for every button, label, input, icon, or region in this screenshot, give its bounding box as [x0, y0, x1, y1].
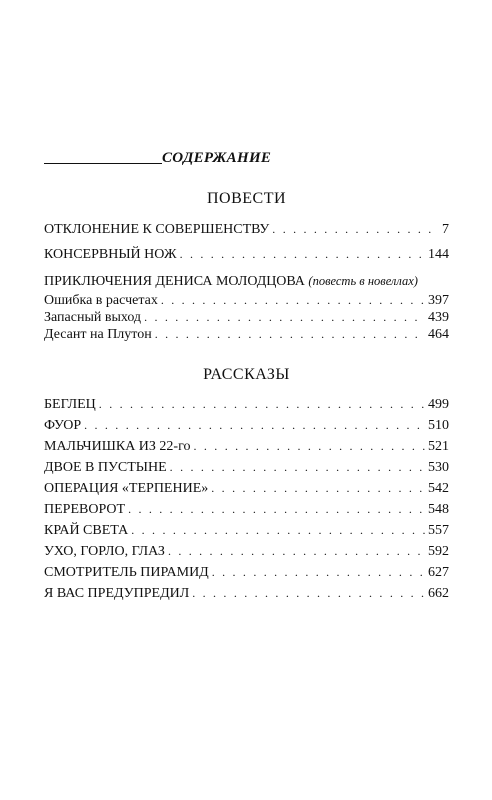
toc-entry[interactable]: [44, 481, 449, 499]
dot-leader: [155, 327, 425, 342]
toc-entry-title: Я ВАС ПРЕДУПРЕДИЛ: [44, 586, 190, 601]
toc-entry[interactable]: [44, 397, 449, 415]
toc-entry-title: УХО, ГОРЛО, ГЛАЗ: [44, 544, 165, 559]
toc-entry-title: Десант на Плутон: [44, 327, 152, 342]
dot-leader: [144, 310, 425, 325]
toc-entry-page: 542: [428, 481, 449, 496]
dot-leader: [99, 397, 425, 412]
toc-entry[interactable]: [44, 460, 449, 478]
dot-leader: [192, 586, 425, 601]
toc-entry-title: СМОТРИТЕЛЬ ПИРАМИД: [44, 565, 209, 580]
dot-leader: [180, 247, 425, 262]
dot-leader: [161, 293, 425, 308]
toc-entry-title: ДВОЕ В ПУСТЫНЕ: [44, 460, 167, 475]
contents-header: [44, 150, 449, 167]
toc-entry-title: БЕГЛЕЦ: [44, 397, 96, 412]
dot-leader: [84, 418, 425, 433]
denis-group-title[interactable]: [44, 274, 449, 290]
toc-entry-page: 557: [428, 523, 449, 538]
toc-entry[interactable]: [44, 565, 449, 583]
dot-leader: [131, 523, 425, 538]
toc-entry-title: ОПЕРАЦИЯ «ТЕРПЕНИЕ»: [44, 481, 209, 496]
toc-entry-page: 592: [428, 544, 449, 559]
contents-title: СОДЕРЖАНИЕ: [162, 150, 272, 166]
dot-leader: [212, 565, 425, 580]
toc-entry-title: МАЛЬЧИШКА ИЗ 22-го: [44, 439, 191, 454]
toc-entry[interactable]: [44, 586, 449, 604]
dot-leader: [194, 439, 426, 454]
dot-leader: [170, 460, 425, 475]
toc-entry-page: 7: [442, 222, 449, 237]
toc-entry[interactable]: [44, 523, 449, 541]
novellas-heading: ПОВЕСТИ: [206, 190, 287, 207]
stories-heading: РАССКАЗЫ: [203, 366, 290, 383]
toc-entry-page: 530: [428, 460, 449, 475]
toc-entry-title: Запасный выход: [44, 310, 142, 325]
denis-group-note: (повесть в новеллах): [308, 274, 418, 288]
toc-entry-page: 662: [428, 586, 449, 601]
dot-leader: [272, 222, 439, 237]
toc-entry[interactable]: [44, 502, 449, 520]
toc-entry[interactable]: [44, 293, 449, 311]
toc-entry-title: Ошибка в расчетах: [44, 293, 158, 308]
toc-entry[interactable]: [44, 544, 449, 562]
toc-entry-page: 499: [428, 397, 449, 412]
toc-entry-page: 510: [428, 418, 449, 433]
toc-entry[interactable]: [44, 310, 449, 328]
dot-leader: [168, 544, 425, 559]
toc-entry[interactable]: [44, 222, 449, 240]
toc-entry[interactable]: [44, 327, 449, 345]
dot-leader: [128, 502, 425, 517]
toc-entry-page: 397: [428, 293, 449, 308]
toc-entry-page: 521: [428, 439, 449, 454]
toc-entry-title: КРАЙ СВЕТА: [44, 523, 129, 538]
toc-entry-title: ПЕРЕВОРОТ: [44, 502, 126, 517]
toc-entry[interactable]: [44, 418, 449, 436]
dot-leader: [211, 481, 425, 496]
denis-group-name: ПРИКЛЮЧЕНИЯ ДЕНИСА МОЛОДЦОВА: [44, 274, 305, 289]
toc-entry-title: ОТКЛОНЕНИЕ К СОВЕРШЕНСТВУ: [44, 222, 270, 237]
toc-entry-page: 627: [428, 565, 449, 580]
toc-entry[interactable]: [44, 439, 449, 457]
toc-entry-page: 464: [428, 327, 449, 342]
toc-entry-page: 144: [428, 247, 449, 262]
toc-entry-title: КОНСЕРВНЫЙ НОЖ: [44, 247, 177, 262]
toc-entry-page: 548: [428, 502, 449, 517]
toc-entry-page: 439: [428, 310, 449, 325]
contents-rule: [44, 163, 162, 164]
toc-entry[interactable]: [44, 247, 449, 265]
toc-entry-title: ФУОР: [44, 418, 82, 433]
